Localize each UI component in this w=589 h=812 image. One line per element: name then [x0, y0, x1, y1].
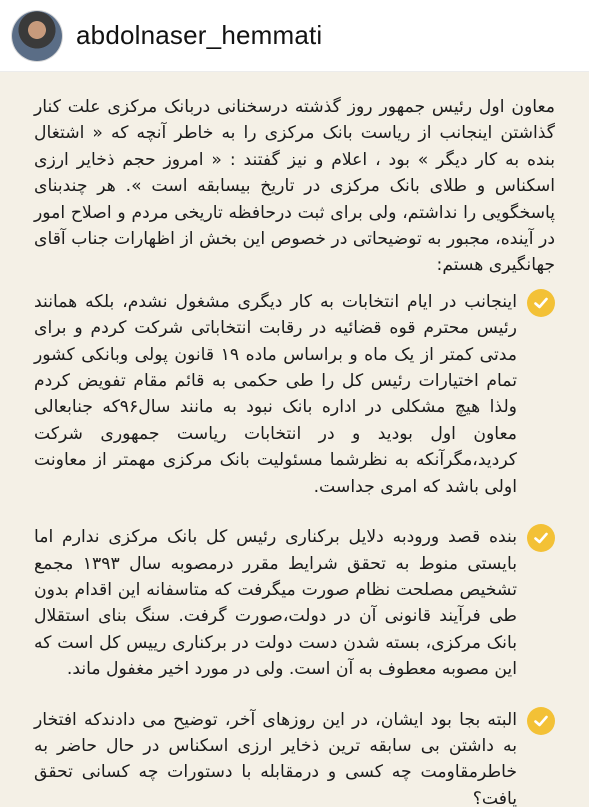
post-header [0, 0, 589, 72]
list-item [34, 707, 555, 812]
username-link[interactable]: abdolnaser_hemmati [76, 20, 323, 50]
list-item [34, 524, 555, 682]
check-circle-icon [527, 289, 555, 317]
check-circle-icon [527, 524, 555, 552]
list-item-text: البته بجا بود ایشان، در این روزهای آخر، توضیح می دادندکه افتخار به داشتن بی سابقه ترین ذخایر ارزی اسکناس در حال حاضر به خاطرمقاومت چه کسی و درمقابله با دستورات چه کسانی تحقق یافت؟ [34, 709, 517, 809]
list-item-text: بنده قصد ورودبه دلایل برکناری رئیس کل بانک مرکزی ندارم اما بایستی منوط به تحقق شرایط مقرر درمصوبه سال ۱۳۹۳ مجمع تشخیص مصلحت نظام صورت میگرفت که متاسفانه این اقدام بدون طی فرآیند قانونی آن در دولت،صورت گرفت. سنگ بنای استقلال بانک مرکزی، بسته شدن دست دولت در برکناری رییس کل است که این مصوبه معطوف به آن است. ولی در مورد اخیر مغفول ماند. [34, 527, 517, 680]
post-image [0, 72, 589, 807]
profile-avatar[interactable] [12, 11, 62, 61]
post-intro-text: معاون اول رئیس جمهور روز گذشته درسخنانی دربانک مرکزی علت کنار گذاشتن اینجانب از ریاست بانک مرکزی را به خاطر آنچه که « اشتغال بنده به کار دیگر » بود ، اعلام و نیز گفتند : « امروز حجم ذخایر ارزی اسکناس و طلای بانک مرکزی در تاریخ بیسابقه است ». هر چندبنای پاسخگویی را نداشتم، ولی برای ثبت درحافظه تاریخی مردم و اصلاح امور در آینده، مجبور به توضیحاتی در خصوص این بخش از اظهارات جناب آقای جهانگیری هستم: [34, 97, 555, 276]
list-item-text: اینجانب در ایام انتخابات به کار دیگری مشغول نشدم، بلکه همانند رئیس محترم قوه قضائیه در رقابت انتخاباتی شرکت کردم و برای مدتی کمتر از یک ماه و براساس ماده ۱۹ قانون پولی وبانکی کشور تمام اختیارات رئیس کل را طی حکمی به قائم مقام تفویض کردم ولذا هیچ مشکلی در اداره بانک نبود به مانند سال۹۶که جنابعالی معاون اول بودید و در انتخابات ریاست جمهوری شرکت کردید،مگرآنکه به نظرشما مسئولیت بانک مرکزی مهمتر از معاونت اولی باشد که امری جداست. [34, 291, 517, 497]
check-circle-icon [527, 707, 555, 735]
list-item [34, 289, 555, 500]
